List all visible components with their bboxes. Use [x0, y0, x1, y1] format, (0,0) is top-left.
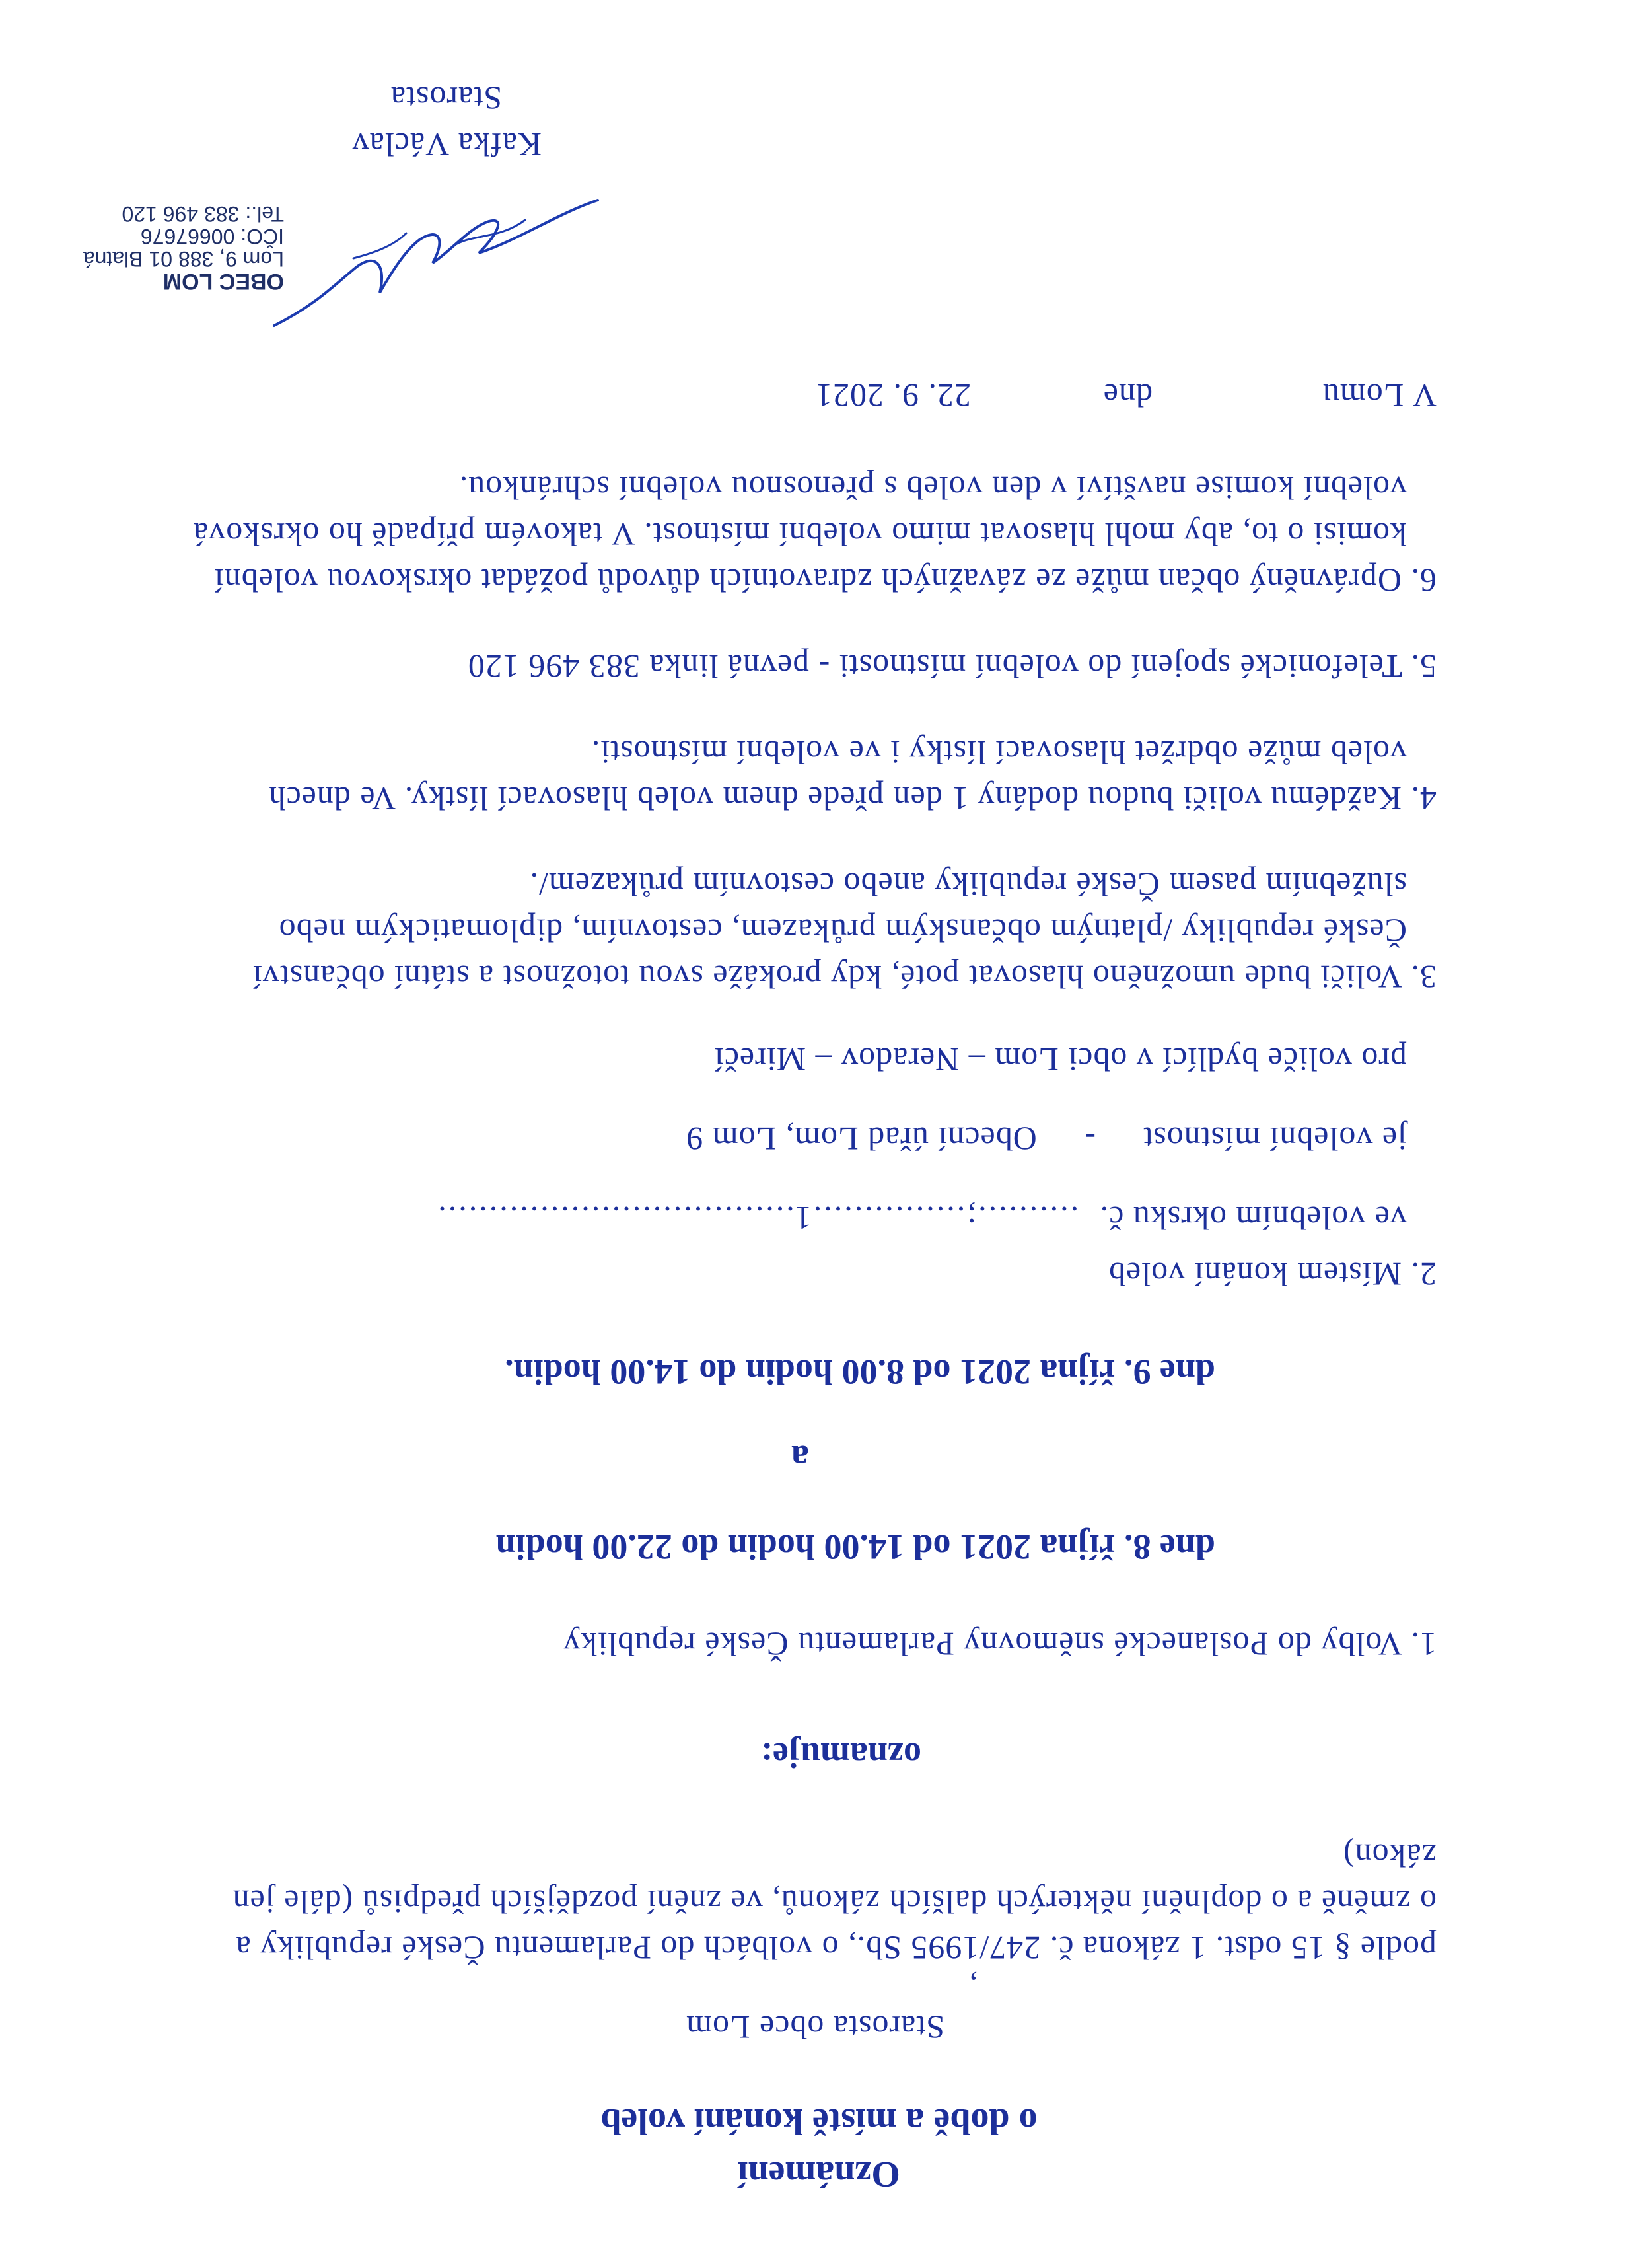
item3-line-1: 3. Voliči bude umožněno hlasovat poté, kdy prokáže svou totožnost a státní občanství — [252, 959, 1437, 996]
item2-line-2 — [436, 1199, 1407, 1237]
item1-conjunction: a — [791, 1438, 809, 1478]
official-stamp — [83, 203, 284, 293]
item2-room-label: je volební místnost — [1143, 1120, 1407, 1157]
stamp-phone: Tel.: 383 496 120 — [122, 202, 284, 226]
item6-line-1: 6. Oprávněný občan může ze závažných zdravotních důvodů požádat okrskovou volební — [213, 562, 1437, 599]
intro-line-2: o změně a o doplnění některých dalších zákonů, ve znění pozdějších předpisů (dále jen — [232, 1884, 1437, 1920]
item6-line-2: komisi o to, aby mohl hlasovat mimo volební místnost. V takovém případě ho okrsková — [193, 516, 1407, 553]
issuer: Starosta obce Lom — [686, 2009, 944, 2046]
item3-line-2: České republiky /platným občanským průkazem, cestovním, diplomatickým nebo — [278, 912, 1407, 949]
signatory-role: Starosta — [390, 80, 502, 117]
item2-district-number: 1 — [794, 1200, 812, 1237]
item4-line-2: voleb může obdržet hlasovací lístky i ve volební místnosti. — [590, 734, 1407, 771]
date-label: dne — [1102, 377, 1153, 414]
item2-line-1: 2. Místem konání voleb — [1108, 1256, 1437, 1293]
handwritten-signature — [261, 174, 604, 332]
document-subtitle: o době a místě konání voleb — [600, 2101, 1038, 2142]
signatory-name: Kafka Václav — [351, 126, 542, 163]
stamp-address: Lom 9, 388 01 Blatná — [83, 247, 284, 271]
announce-heading: oznamuje: — [761, 1736, 921, 1775]
item3-line-3: služebním pasem České republiky anebo cestovním průkazem/. — [529, 866, 1407, 903]
item6-line-3: volební komise navštíví v den voleb s přenosnou volební schránkou. — [458, 470, 1407, 507]
intro-line-3: zákon) — [1342, 1837, 1437, 1874]
item2-room-value: Obecní úřad Lom, Lom 9 — [686, 1120, 1037, 1157]
date-value: 22. 9. 2021 — [815, 377, 971, 414]
item4-line-1: 4. Každému voliči budou dodány 1 den přede dnem voleb hlasovací lístky. Ve dnech — [268, 780, 1437, 817]
item2-dots-left: ..........;............... — [811, 1200, 1079, 1237]
item2-dots-right: ................................... — [436, 1200, 795, 1237]
place-label: V Lomu — [1322, 377, 1437, 414]
item1-date-2: dne 9. října 2021 od 8.00 hodin do 14.00 hodin. — [505, 1352, 1215, 1392]
document-title: Oznámení — [738, 2154, 900, 2195]
item2-dash: - — [1084, 1120, 1096, 1157]
item5-text: 5. Telefonické spojení do volební místnosti - pevná linka 383 496 120 — [467, 648, 1437, 685]
comma-mark: , — [968, 1969, 978, 2006]
item2-line-4: pro voliče bydlící v obci Lom – Neradov – Mirečí — [713, 1041, 1407, 1078]
intro-line-1: podle § 15 odst. 1 zákona č. 247/1995 Sb., o volbách do Parlamentu České republiky a — [235, 1930, 1437, 1967]
stamp-title: OBEC LOM — [162, 269, 284, 294]
item1-text: 1. Volby do Poslanecké sněmovny Parlamentu České republiky — [563, 1626, 1437, 1663]
item1-date-1: dne 8. října 2021 od 14.00 hodin do 22.00 hodin — [495, 1527, 1215, 1567]
item2-district-label: ve volebním okrsku č. — [1099, 1200, 1407, 1237]
item2-line-3 — [686, 1120, 1407, 1158]
stamp-id: IČO: 00667676 — [140, 225, 284, 248]
